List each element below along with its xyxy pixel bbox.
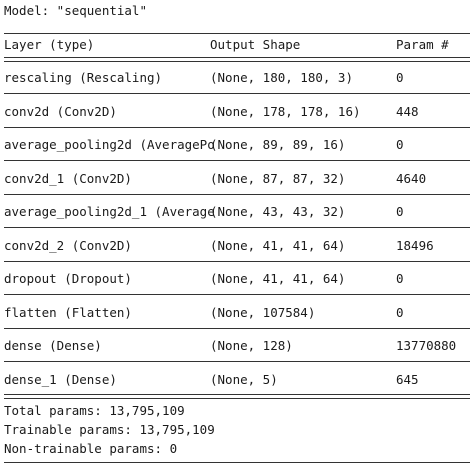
header-output-shape: Output Shape bbox=[210, 37, 301, 52]
row-separator bbox=[4, 361, 470, 362]
row-separator bbox=[4, 127, 470, 128]
param-count-cell: 0 bbox=[396, 137, 404, 152]
param-count-cell: 18496 bbox=[396, 238, 434, 253]
total-params: Total params: 13,795,109 bbox=[4, 403, 185, 418]
bottom-rule bbox=[4, 462, 470, 463]
row-separator bbox=[4, 261, 470, 262]
layer-name-cell: dropout (Dropout) bbox=[4, 271, 132, 286]
output-shape-cell: (None, 87, 87, 32) bbox=[210, 171, 346, 186]
header-double-rule bbox=[4, 57, 470, 62]
table-row bbox=[0, 205, 474, 219]
header-layer: Layer (type) bbox=[4, 37, 95, 52]
param-count-cell: 0 bbox=[396, 70, 404, 85]
output-shape-cell: (None, 128) bbox=[210, 338, 293, 353]
output-shape-cell: (None, 43, 43, 32) bbox=[210, 204, 346, 219]
table-row bbox=[0, 172, 474, 186]
row-separator bbox=[4, 93, 470, 94]
layer-name-cell: rescaling (Rescaling) bbox=[4, 70, 163, 85]
param-count-cell: 448 bbox=[396, 104, 419, 119]
param-count-cell: 0 bbox=[396, 271, 404, 286]
non-trainable-params: Non-trainable params: 0 bbox=[4, 441, 178, 456]
layer-name-cell: average_pooling2d_1 (Average bbox=[4, 204, 215, 219]
output-shape-cell: (None, 41, 41, 64) bbox=[210, 271, 346, 286]
row-separator bbox=[4, 328, 470, 329]
table-row bbox=[0, 239, 474, 253]
top-rule bbox=[4, 33, 470, 34]
row-separator bbox=[4, 227, 470, 228]
table-row bbox=[0, 306, 474, 320]
header-row bbox=[0, 38, 474, 52]
output-shape-cell: (None, 180, 180, 3) bbox=[210, 70, 353, 85]
layer-name-cell: dense (Dense) bbox=[4, 338, 102, 353]
layer-name-cell: flatten (Flatten) bbox=[4, 305, 132, 320]
param-count-cell: 0 bbox=[396, 204, 404, 219]
param-count-cell: 4640 bbox=[396, 171, 427, 186]
row-separator bbox=[4, 294, 470, 295]
row-separator bbox=[4, 194, 470, 195]
param-count-cell: 13770880 bbox=[396, 338, 457, 353]
layer-name-cell: conv2d_2 (Conv2D) bbox=[4, 238, 132, 253]
output-shape-cell: (None, 89, 89, 16) bbox=[210, 137, 346, 152]
table-row bbox=[0, 105, 474, 119]
table-row bbox=[0, 71, 474, 85]
output-shape-cell: (None, 178, 178, 16) bbox=[210, 104, 361, 119]
param-count-cell: 645 bbox=[396, 372, 419, 387]
model-name-line: Model: "sequential" bbox=[4, 3, 147, 18]
table-row bbox=[0, 339, 474, 353]
output-shape-cell: (None, 41, 41, 64) bbox=[210, 238, 346, 253]
header-param: Param # bbox=[396, 37, 449, 52]
output-shape-cell: (None, 107584) bbox=[210, 305, 316, 320]
table-row bbox=[0, 373, 474, 387]
row-separator bbox=[4, 160, 470, 161]
table-row bbox=[0, 272, 474, 286]
param-count-cell: 0 bbox=[396, 305, 404, 320]
layer-name-cell: dense_1 (Dense) bbox=[4, 372, 117, 387]
table-row bbox=[0, 138, 474, 152]
footer-double-rule bbox=[4, 394, 470, 399]
trainable-params: Trainable params: 13,795,109 bbox=[4, 422, 215, 437]
layer-name-cell: conv2d (Conv2D) bbox=[4, 104, 117, 119]
layer-name-cell: average_pooling2d (AveragePo bbox=[4, 137, 215, 152]
layer-name-cell: conv2d_1 (Conv2D) bbox=[4, 171, 132, 186]
output-shape-cell: (None, 5) bbox=[210, 372, 278, 387]
